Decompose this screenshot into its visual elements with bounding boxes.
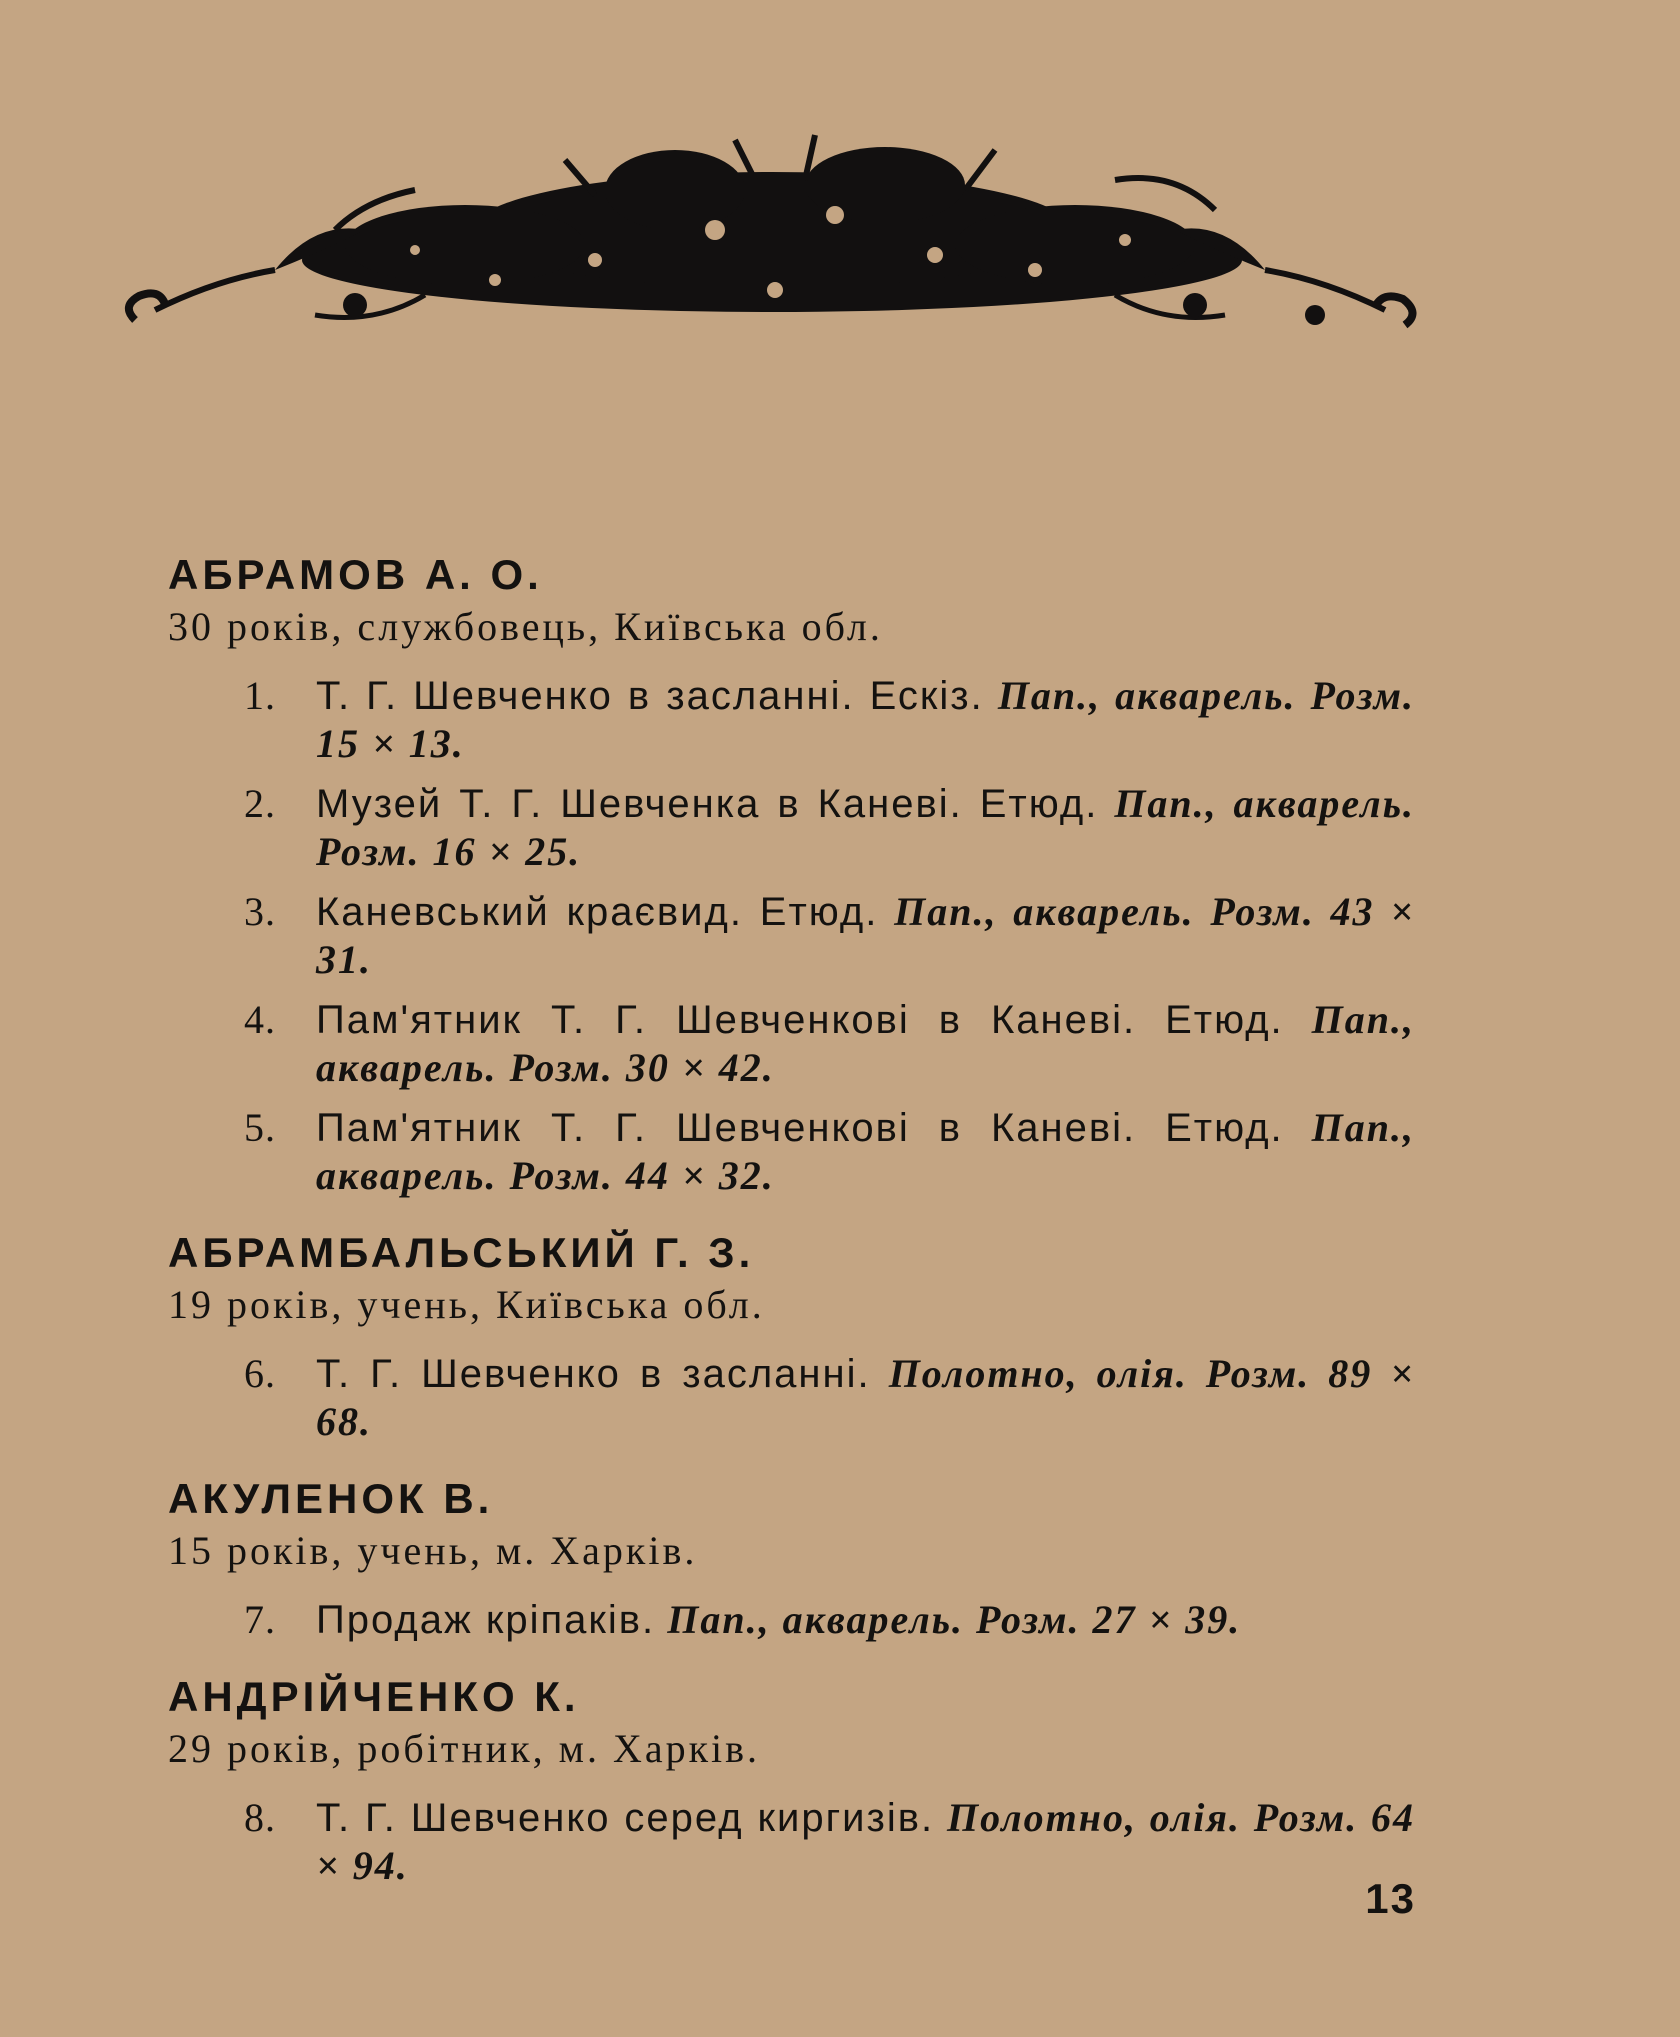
artist-name: АНДРІЙЧЕНКО К. — [168, 1673, 580, 1720]
work-title: Т. Г. Шевченко серед киргизів. — [316, 1796, 935, 1840]
work-title: Т. Г. Шевченко в засланні. — [316, 1352, 871, 1396]
artist-info: 19 років, учень, Київська обл. — [168, 1282, 765, 1327]
work-item — [168, 672, 1415, 768]
work-number: 4. — [244, 997, 276, 1042]
artist-info: 30 років, службовець, Київська обл. — [168, 604, 883, 649]
work-item — [168, 780, 1415, 876]
work-number: 7. — [244, 1597, 276, 1642]
artist-name: АБРАМОВ А. О. — [168, 551, 543, 598]
work-medium: Полотно, олія. Розм. 64 × 94. — [316, 1795, 1415, 1888]
work-number: 5. — [244, 1105, 276, 1150]
work-title: Каневський краєвид. Етюд. — [316, 890, 879, 934]
artist-info: 15 років, учень, м. Харків. — [168, 1528, 698, 1573]
page-number: 13 — [1365, 1875, 1416, 1922]
work-item — [168, 996, 1415, 1092]
work-number: 2. — [244, 781, 276, 826]
work-medium: Пап., акварель. Розм. 44 × 32. — [316, 1105, 1415, 1198]
work-item — [168, 1794, 1415, 1890]
work-title: Музей Т. Г. Шевченка в Каневі. Етюд. — [316, 782, 1099, 826]
artist-entry — [168, 548, 1415, 1200]
artist-name: АКУЛЕНОК В. — [168, 1475, 494, 1522]
work-number: 6. — [244, 1351, 276, 1396]
catalog-page-content — [168, 548, 1415, 1916]
work-item — [168, 1596, 1415, 1644]
work-medium: Пап., акварель. Розм. 16 × 25. — [316, 781, 1415, 874]
work-title: Пам'ятник Т. Г. Шевченкові в Каневі. Етюд. — [316, 998, 1284, 1042]
artist-entry — [168, 1472, 1415, 1644]
work-medium: Пап., акварель. Розм. 30 × 42. — [316, 997, 1415, 1090]
work-title: Т. Г. Шевченко в засланні. Ескіз. — [316, 674, 984, 718]
work-title: Продаж кріпаків. — [316, 1598, 656, 1642]
artist-entry — [168, 1226, 1415, 1446]
work-medium: Пап., акварель. Розм. 43 × 31. — [316, 889, 1416, 982]
work-medium: Полотно, олія. Розм. 89 × 68. — [316, 1351, 1415, 1444]
work-number: 8. — [244, 1795, 276, 1840]
work-number: 3. — [244, 889, 276, 934]
floral-ornament-header — [115, 120, 1430, 350]
work-medium: Пап., акварель. Розм. 15 × 13. — [316, 673, 1415, 766]
work-item — [168, 888, 1415, 984]
work-item — [168, 1104, 1415, 1200]
work-number: 1. — [244, 673, 276, 718]
work-item — [168, 1350, 1415, 1446]
artist-info: 29 років, робітник, м. Харків. — [168, 1726, 761, 1771]
work-title: Пам'ятник Т. Г. Шевченкові в Каневі. Етюд. — [316, 1106, 1284, 1150]
artist-entry — [168, 1670, 1415, 1890]
work-medium: Пап., акварель. Розм. 27 × 39. — [667, 1597, 1242, 1642]
artist-name: АБРАМБАЛЬСЬКИЙ Г. З. — [168, 1229, 755, 1276]
